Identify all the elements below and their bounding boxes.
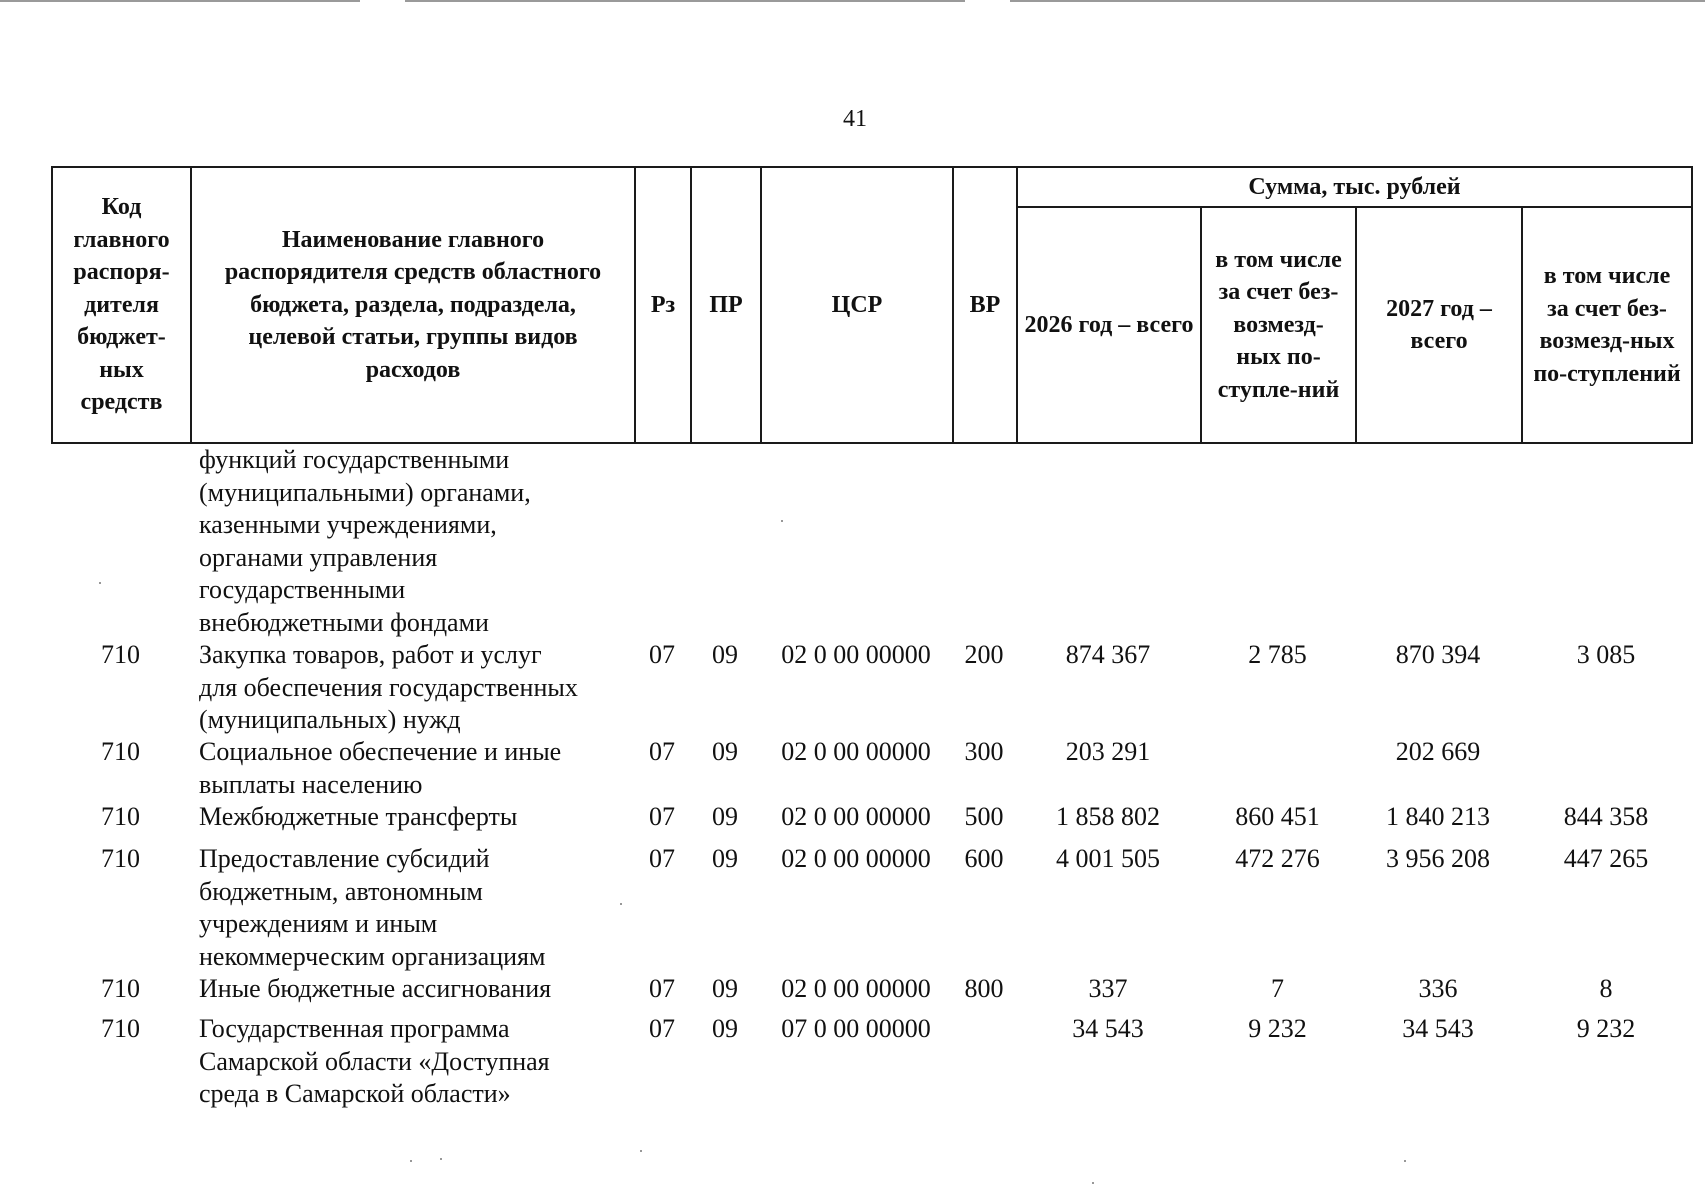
- row-name: Предоставление субсидий бюджетным, автономным учреждениям и иным некоммерческим организациям: [199, 844, 546, 971]
- row-name: Иные бюджетные ассигнования: [199, 974, 552, 1003]
- header-code: Код главного распоря-дителя бюджет-ных средств: [52, 167, 191, 443]
- row-2026-free: 7: [1271, 974, 1284, 1003]
- table-header: [51, 166, 1693, 444]
- header-2027-total: 2027 год – всего: [1356, 207, 1522, 443]
- scan-speck: [440, 1158, 442, 1160]
- continuation-text: функций государственными (муниципальными) органами, казенными учреждениями, органами управления государственными внебюджетными фондами: [199, 445, 531, 637]
- row-name: Социальное обеспечение и иные выплаты населению: [199, 737, 562, 799]
- scan-speck: [1092, 1182, 1094, 1184]
- row-csr: 02 0 00 00000: [781, 737, 931, 766]
- row-rz: 07: [649, 844, 675, 873]
- scan-speck: [99, 582, 101, 584]
- scan-line-artifact: [0, 0, 360, 2]
- row-code: 710: [101, 974, 140, 1003]
- row-name: Государственная программа Самарской области «Доступная среда в Самарской области»: [199, 1014, 550, 1108]
- row-2026-free: 860 451: [1235, 802, 1320, 831]
- row-name: Закупка товаров, работ и услуг для обеспечения государственных (муниципальных) нужд: [199, 640, 578, 734]
- row-code: 710: [101, 802, 140, 831]
- row-pr: 09: [712, 802, 738, 831]
- header-name: Наименование главного распорядителя средств областного бюджета, раздела, подраздела, целевой статьи, группы видов расходов: [191, 167, 635, 443]
- scan-speck: [640, 1150, 642, 1152]
- row-vr: 200: [964, 640, 1004, 669]
- row-code: 710: [101, 640, 140, 669]
- scan-line-artifact: [405, 0, 965, 2]
- row-2027-free: 844 358: [1563, 802, 1649, 831]
- row-2027-total: 3 956 208: [1386, 844, 1490, 873]
- row-csr: 07 0 00 00000: [781, 1014, 931, 1043]
- row-pr: 09: [712, 1014, 738, 1043]
- row-csr: 02 0 00 00000: [781, 802, 931, 831]
- row-vr: 600: [964, 844, 1004, 873]
- row-2027-free: 447 265: [1563, 844, 1649, 873]
- row-csr: 02 0 00 00000: [781, 640, 931, 669]
- row-rz: 07: [649, 974, 675, 1003]
- row-2027-total: 202 669: [1395, 737, 1481, 766]
- row-code: 710: [101, 737, 140, 766]
- row-2027-free: 3 085: [1576, 640, 1636, 669]
- row-rz: 07: [649, 1014, 675, 1043]
- header-2027-free: в том числе за счет без-возмезд-ных по-ступлений: [1522, 207, 1692, 443]
- header-csr: ЦСР: [761, 167, 953, 443]
- row-2027-total: 34 543: [1402, 1014, 1474, 1043]
- row-vr: 800: [964, 974, 1004, 1003]
- row-2026-total: 4 001 505: [1056, 844, 1160, 873]
- header-2026-total: 2026 год – всего: [1017, 207, 1201, 443]
- row-code: 710: [101, 844, 140, 873]
- row-vr: 500: [964, 802, 1004, 831]
- header-vr: ВР: [953, 167, 1017, 443]
- row-2027-total: 870 394: [1395, 640, 1481, 669]
- scan-speck: [781, 520, 783, 522]
- row-2026-total: 1 858 802: [1056, 802, 1160, 831]
- row-rz: 07: [649, 802, 675, 831]
- page-number: 41: [843, 106, 867, 132]
- row-vr: 300: [964, 737, 1004, 766]
- row-rz: 07: [649, 737, 675, 766]
- row-csr: 02 0 00 00000: [781, 844, 931, 873]
- row-rz: 07: [649, 640, 675, 669]
- header-2026-free: в том числе за счет без-возмезд-ных по-ступле-ний: [1201, 207, 1356, 443]
- row-pr: 09: [712, 974, 738, 1003]
- scan-speck: [1404, 1160, 1406, 1162]
- row-2027-free: 8: [1599, 974, 1613, 1003]
- row-pr: 09: [712, 737, 738, 766]
- row-2027-total: 1 840 213: [1386, 802, 1490, 831]
- row-2026-total: 337: [1088, 974, 1128, 1003]
- row-2026-free: 472 276: [1235, 844, 1320, 873]
- scan-line-artifact: [1010, 0, 1705, 2]
- row-code: 710: [101, 1014, 140, 1043]
- header-pr: ПР: [691, 167, 761, 443]
- row-2026-free: 9 232: [1248, 1014, 1307, 1043]
- header-sum-title: Сумма, тыс. рублей: [1017, 167, 1692, 207]
- row-2026-total: 203 291: [1065, 737, 1151, 766]
- row-csr: 02 0 00 00000: [781, 974, 931, 1003]
- header-rz: Рз: [635, 167, 691, 443]
- row-2026-total: 34 543: [1072, 1014, 1144, 1043]
- row-name: Межбюджетные трансферты: [199, 802, 518, 831]
- row-2026-free: 2 785: [1248, 640, 1307, 669]
- scan-speck: [620, 903, 622, 905]
- row-pr: 09: [712, 640, 738, 669]
- scan-speck: [410, 1160, 412, 1162]
- row-pr: 09: [712, 844, 738, 873]
- row-2026-total: 874 367: [1065, 640, 1151, 669]
- row-2027-total: 336: [1418, 974, 1458, 1003]
- row-2027-free: 9 232: [1576, 1014, 1636, 1043]
